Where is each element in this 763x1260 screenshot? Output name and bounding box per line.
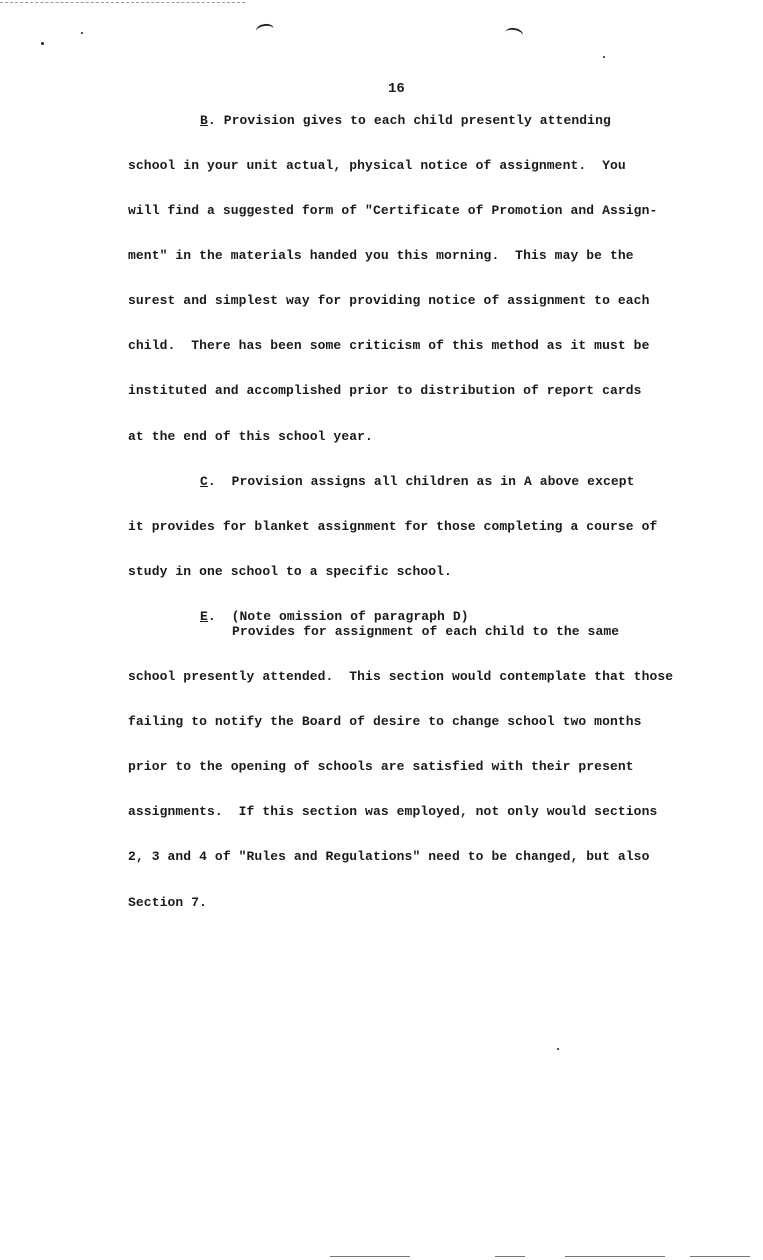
paragraph-b-line: B. Provision gives to each child presently attending — [200, 113, 611, 128]
scan-edge-rule — [330, 1256, 410, 1257]
paragraph-e-line: school presently attended. This section would contemplate that those — [128, 669, 674, 684]
paragraph-b-line: ment" in the materials handed you this morning. This may be the — [128, 248, 634, 263]
paragraph-c-marker: C — [200, 474, 208, 489]
scan-edge-rule — [495, 1256, 525, 1257]
paper-speck — [557, 1048, 559, 1050]
paper-speck — [41, 42, 44, 45]
paragraph-e-line: prior to the opening of schools are satisfied with their present — [128, 759, 634, 774]
paragraph-e-marker: E — [200, 609, 208, 624]
paragraph-c-line: study in one school to a specific school. — [128, 564, 452, 579]
paragraph-b-line: child. There has been some criticism of this method as it must be — [128, 338, 650, 353]
paragraph-b-line: surest and simplest way for providing notice of assignment to each — [128, 293, 650, 308]
paragraph-e-line: Provides for assignment of each child to the same — [232, 624, 620, 639]
paragraph-b-marker: B — [200, 113, 208, 128]
scan-edge-rule — [690, 1256, 750, 1257]
paper-speck — [603, 56, 605, 58]
paragraph-c-line: it provides for blanket assignment for those completing a course of — [128, 519, 658, 534]
paragraph-e-line: assignments. If this section was employed, not only would sections — [128, 804, 658, 819]
page-number: 16 — [388, 81, 405, 97]
paragraph-e-line: Section 7. — [128, 895, 208, 910]
paragraph-e-line: 2, 3 and 4 of "Rules and Regulations" need to be changed, but also — [128, 849, 650, 864]
paragraph-e-line: E. (Note omission of paragraph D) — [200, 609, 469, 624]
paragraph-b-line: will find a suggested form of "Certificate of Promotion and Assign- — [128, 203, 658, 218]
paragraph-e-line: failing to notify the Board of desire to change school two months — [128, 714, 642, 729]
paragraph-b-line: at the end of this school year. — [128, 429, 373, 444]
paper-speck — [81, 32, 83, 34]
paragraph-b-line: school in your unit actual, physical notice of assignment. You — [128, 158, 626, 173]
punch-mark-right — [504, 27, 524, 42]
top-dashed-border — [0, 2, 245, 3]
paragraph-c-line: C. Provision assigns all children as in A above except — [200, 474, 635, 489]
scan-edge-rule — [565, 1256, 665, 1257]
paragraph-b-line: instituted and accomplished prior to distribution of report cards — [128, 383, 642, 398]
punch-mark-left — [255, 23, 274, 37]
